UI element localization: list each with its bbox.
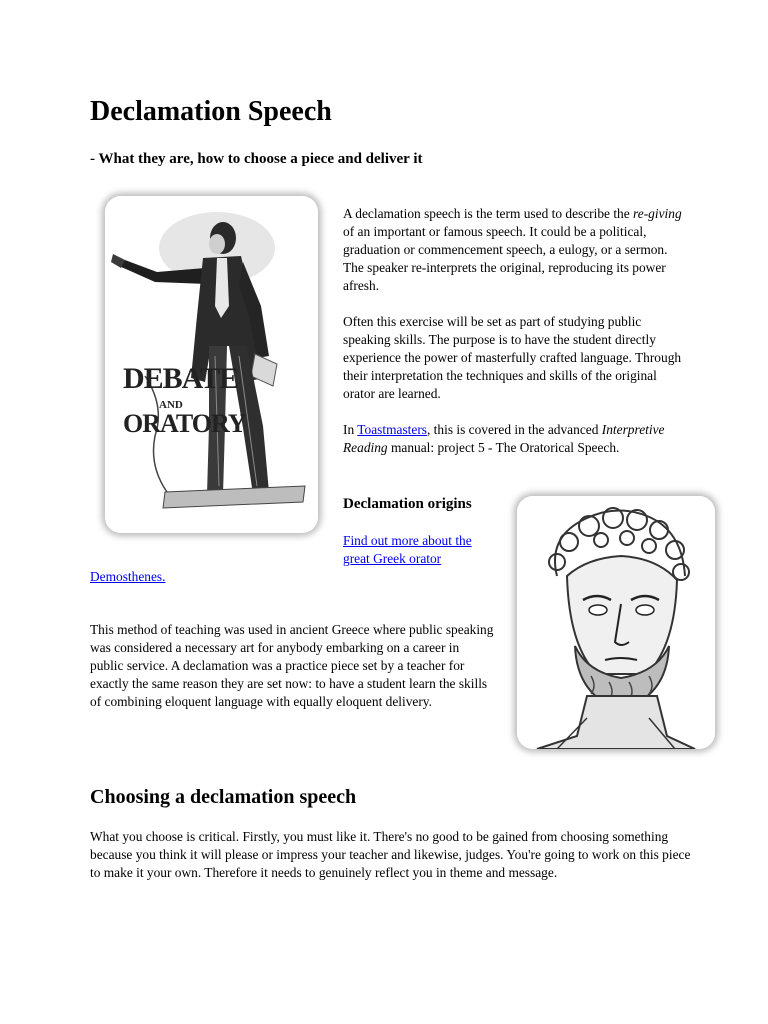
page-title: Declamation Speech [90,96,332,127]
orator-figure-drawing [105,196,318,533]
demosthenes-link-line-1[interactable]: Find out more about the [343,533,472,548]
choosing-paragraph: What you choose is critical. Firstly, you must like it. There's no good to be gained from choosing something because you think it will please or impress your teacher and likewise, judges. You're going to work on this piece to make it your own. Therefore it needs to genuinely reflect you in theme and message. [90,829,691,880]
toastmasters-link[interactable]: Toastmasters [357,422,427,437]
debate-word: DEBATE [123,362,239,395]
choosing-heading: Choosing a declamation speech [90,786,357,808]
demosthenes-bust-illustration [517,496,715,749]
origins-heading: Declamation origins [343,496,472,512]
intro-paragraph-3: In Toastmasters, this is covered in the advanced Interpretive Reading manual: project 5 - The Oratorical Speech. [343,422,665,455]
interpretive-reading-emphasis: Interpretive Reading [343,422,665,455]
oratory-word: ORATORY [123,409,246,438]
and-word: AND [159,399,183,411]
page-subtitle: - What they are, how to choose a piece and deliver it [90,151,423,167]
re-giving-emphasis: re-giving [633,206,682,221]
debate-oratory-illustration [105,196,318,533]
intro-paragraph-1: A declamation speech is the term used to describe the re-giving of an important or famous speech. It could be a political, graduation or commencement speech, a eulogy, or a sermon. The speaker re-interprets the original, reproducing its power afresh. [343,206,682,293]
demosthenes-link-line-3[interactable]: Demosthenes. [90,569,166,584]
intro-paragraph-2: Often this exercise will be set as part of studying public speaking skills. The purpose is to have the student directly experience the power of masterfully crafted language. Through their interpretation the techniques and skills of the original orator are learned. [343,314,682,401]
demosthenes-link-line-2[interactable]: great Greek orator [343,551,442,566]
demosthenes-portrait [517,496,715,749]
intro-text [343,205,683,457]
origins-paragraph: This method of teaching was used in ancient Greece where public speaking was considered a necessary art for anybody embarking on a career in public service. A declamation was a practice piece set by a teacher for exactly the same reason they are set now: to have a student learn the skills of combining eloquent language with equally eloquent delivery. [90,622,494,709]
